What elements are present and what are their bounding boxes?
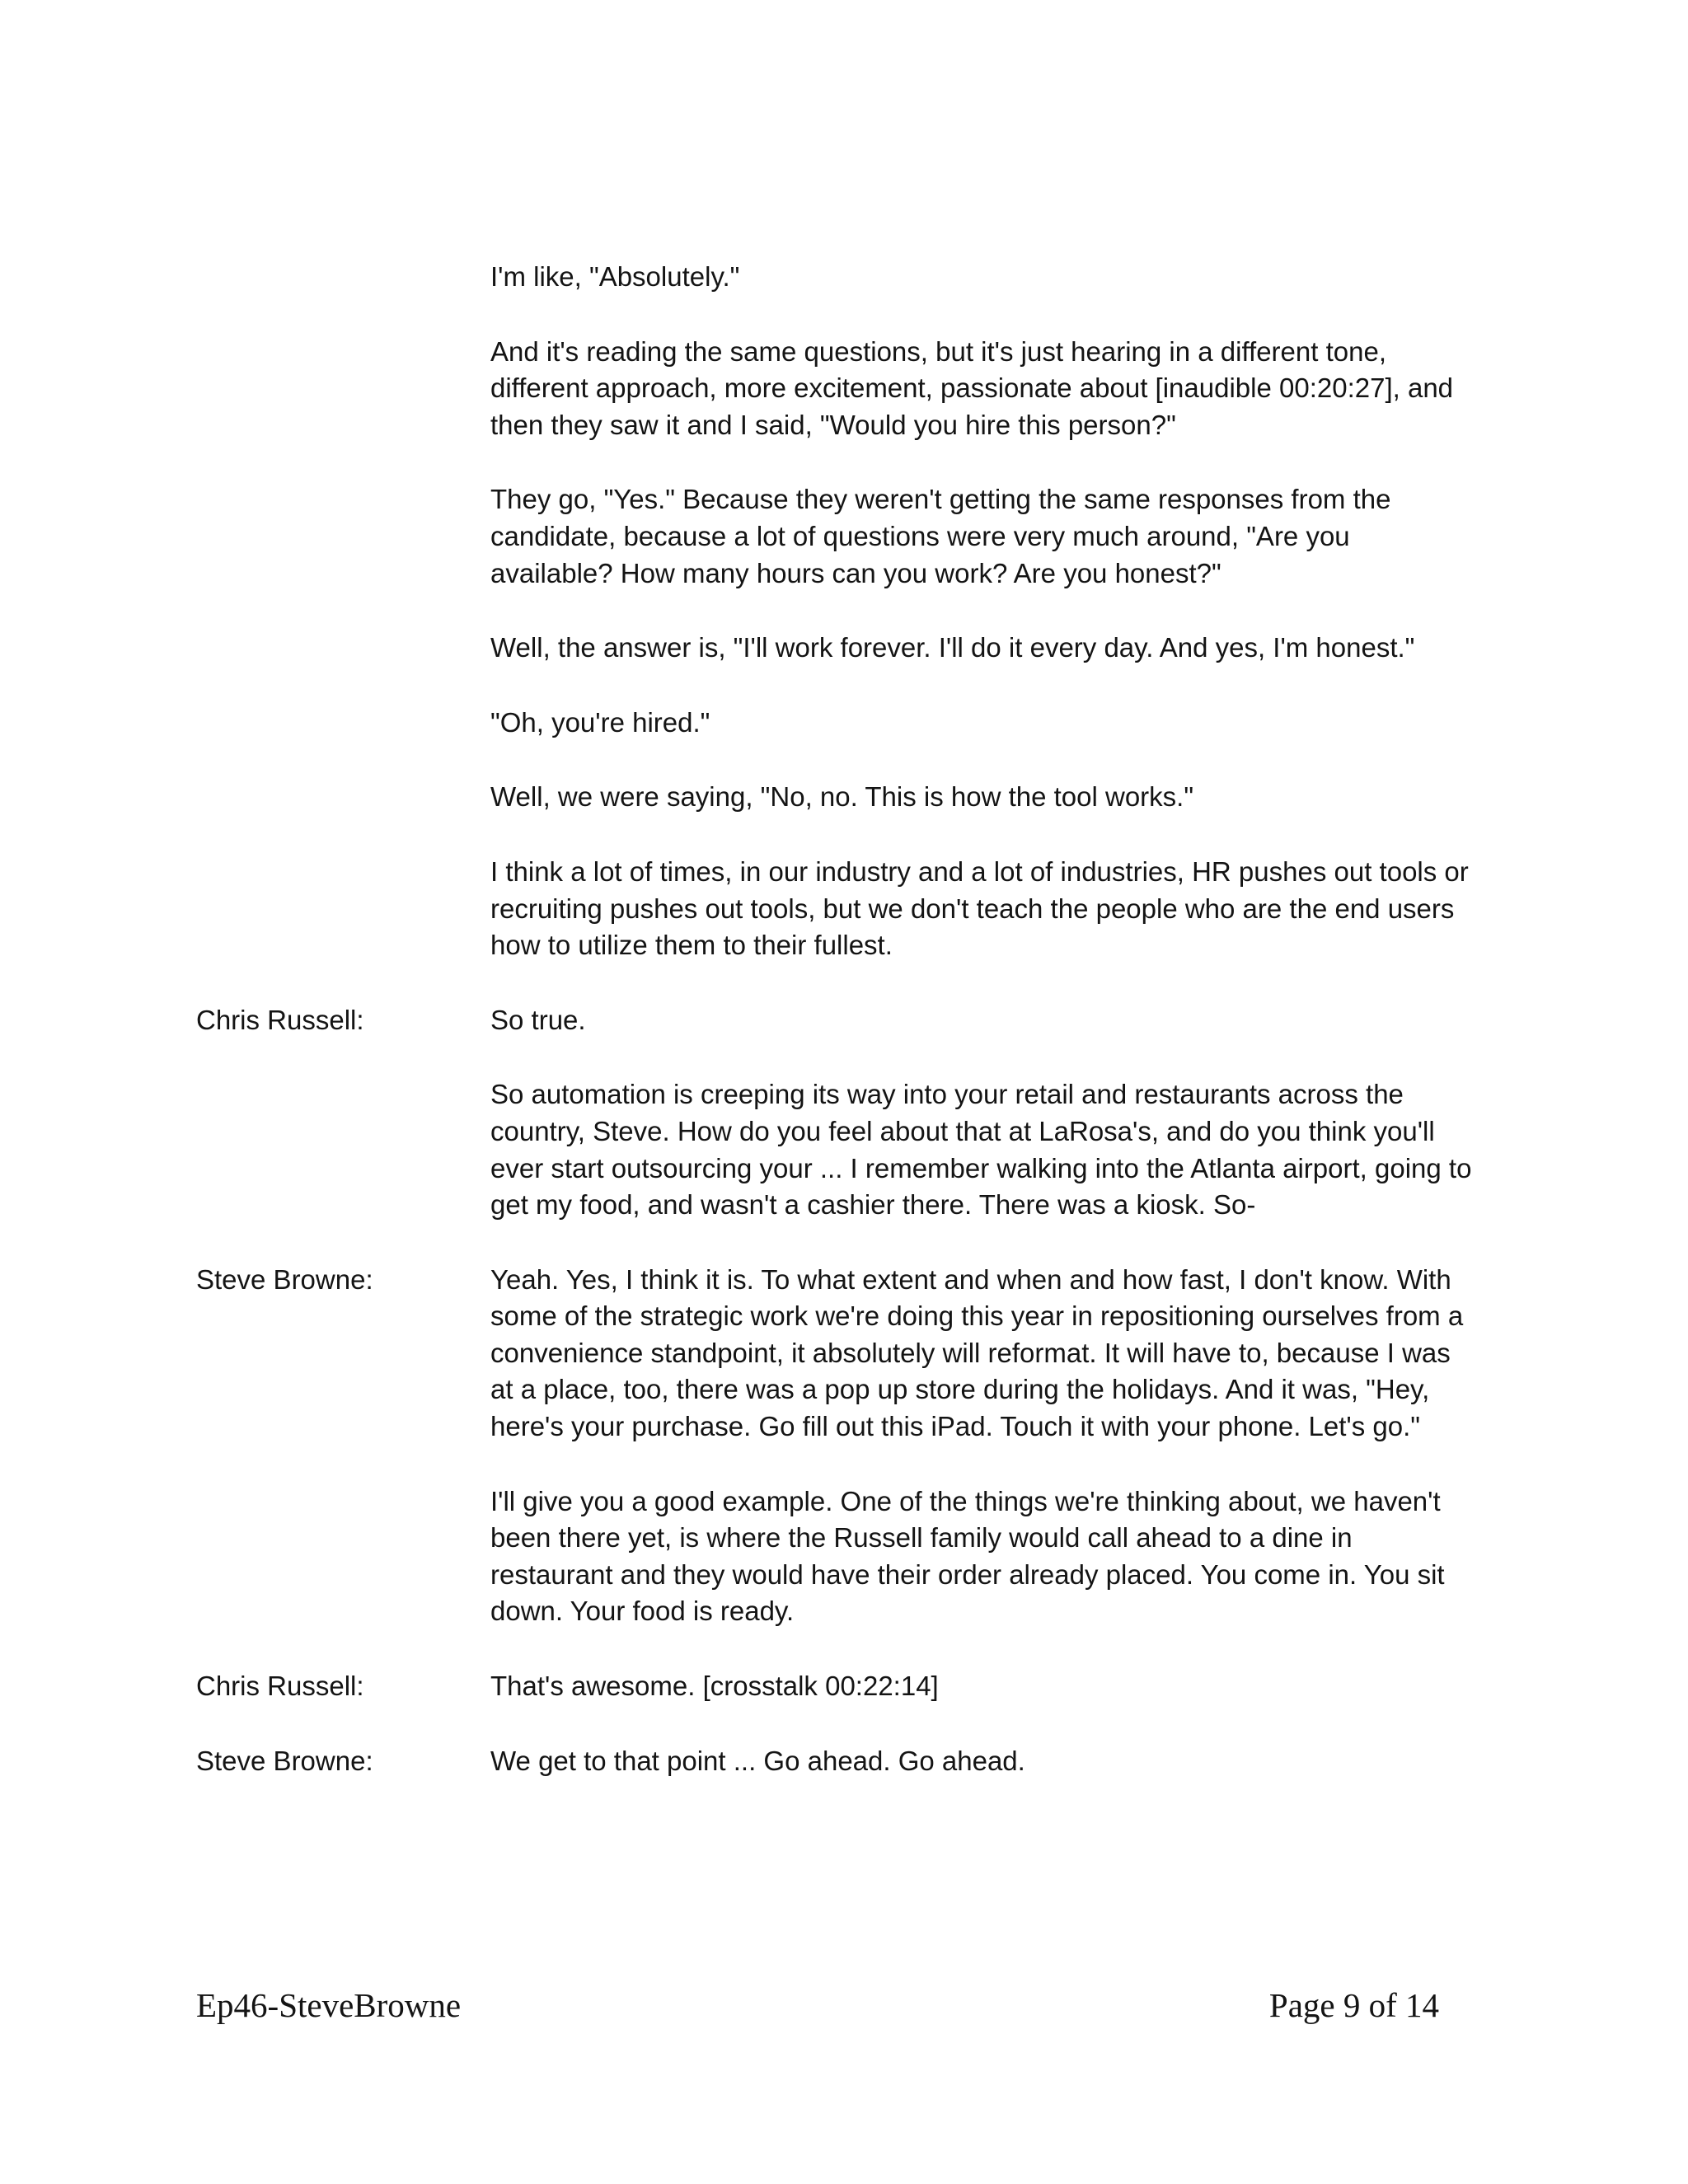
- transcript-paragraph: So true.: [490, 1004, 586, 1035]
- speaker-text: [490, 1668, 1479, 1743]
- transcript-paragraph: I'm like, "Absolutely.": [490, 261, 740, 292]
- transcript-paragraph: So automation is creeping its way into your retail and restaurants across the country, Steve. How do you feel about that at LaRosa's, and do you think you'll ever start outsourcing your ... I remember walking into the Atlanta airport, going to get my food, and wasn't a cashier there. There was a kiosk. So-: [490, 1079, 1472, 1221]
- speaker-name: Steve Browne:: [196, 1745, 373, 1776]
- transcript-turn: [196, 259, 1482, 1002]
- transcript-paragraph: They go, "Yes." Because they weren't getting the same responses from the candidate, because a lot of questions were very much around, "Are you available? How many hours can you work? Are you honest?": [490, 484, 1391, 588]
- transcript-paragraph: We get to that point ... Go ahead. Go ahead.: [490, 1745, 1025, 1776]
- speaker-text: [490, 259, 1479, 1002]
- transcript-paragraph: That's awesome. [crosstalk 00:22:14]: [490, 1671, 939, 1702]
- transcript-paragraph: "Oh, you're hired.": [490, 706, 710, 738]
- transcript-turn: [196, 1668, 1482, 1743]
- transcript-turn: [196, 1002, 1482, 1262]
- transcript-turn: [196, 1743, 1482, 1818]
- speaker-text: [490, 1743, 1479, 1818]
- transcript-paragraph: I think a lot of times, in our industry and a lot of industries, HR pushes out tools or recruiting pushes out tools, but we don't teach the people who are the end users how to utilize them to their fullest.: [490, 855, 1469, 961]
- footer-page-number: Page 9 of 14: [1268, 1986, 1439, 2024]
- transcript-paragraph: I'll give you a good example. One of the things we're thinking about, we haven't been there yet, is where the Russell family would call ahead to a dine in restaurant and they would have their order already placed. You come in. You sit down. Your food is ready.: [490, 1485, 1445, 1627]
- transcript-body: [196, 259, 1482, 1817]
- transcript-paragraph: Well, we were saying, "No, no. This is how the tool works.": [490, 781, 1194, 813]
- speaker-name: Steve Browne:: [196, 1263, 373, 1295]
- speaker-name: Chris Russell:: [196, 1671, 364, 1702]
- transcript-paragraph: And it's reading the same questions, but it's just hearing in a different tone, different approach, more excitement, passionate about [inaudible 00:20:27], and then they saw it and I said, "Would you hire this person?": [490, 335, 1454, 440]
- speaker-text: [490, 1262, 1479, 1668]
- transcript-paragraph: Well, the answer is, "I'll work forever. I'll do it every day. And yes, I'm honest.": [490, 632, 1415, 663]
- transcript-turn: [196, 1262, 1482, 1668]
- transcript-paragraph: Yeah. Yes, I think it is. To what extent and when and how fast, I don't know. With some of the strategic work we're doing this year in repositioning ourselves from a convenience standpoint, it absolutely will reformat. It will have to, because I was at a place, too, there was a pop up store during the holidays. And it was, "Hey, here's your purchase. Go fill out this iPad. Touch it with your phone. Let's go.": [490, 1263, 1464, 1442]
- speaker-name: Chris Russell:: [196, 1004, 364, 1035]
- speaker-text: [490, 1002, 1479, 1262]
- footer-episode-title: Ep46-SteveBrowne: [196, 1986, 462, 2024]
